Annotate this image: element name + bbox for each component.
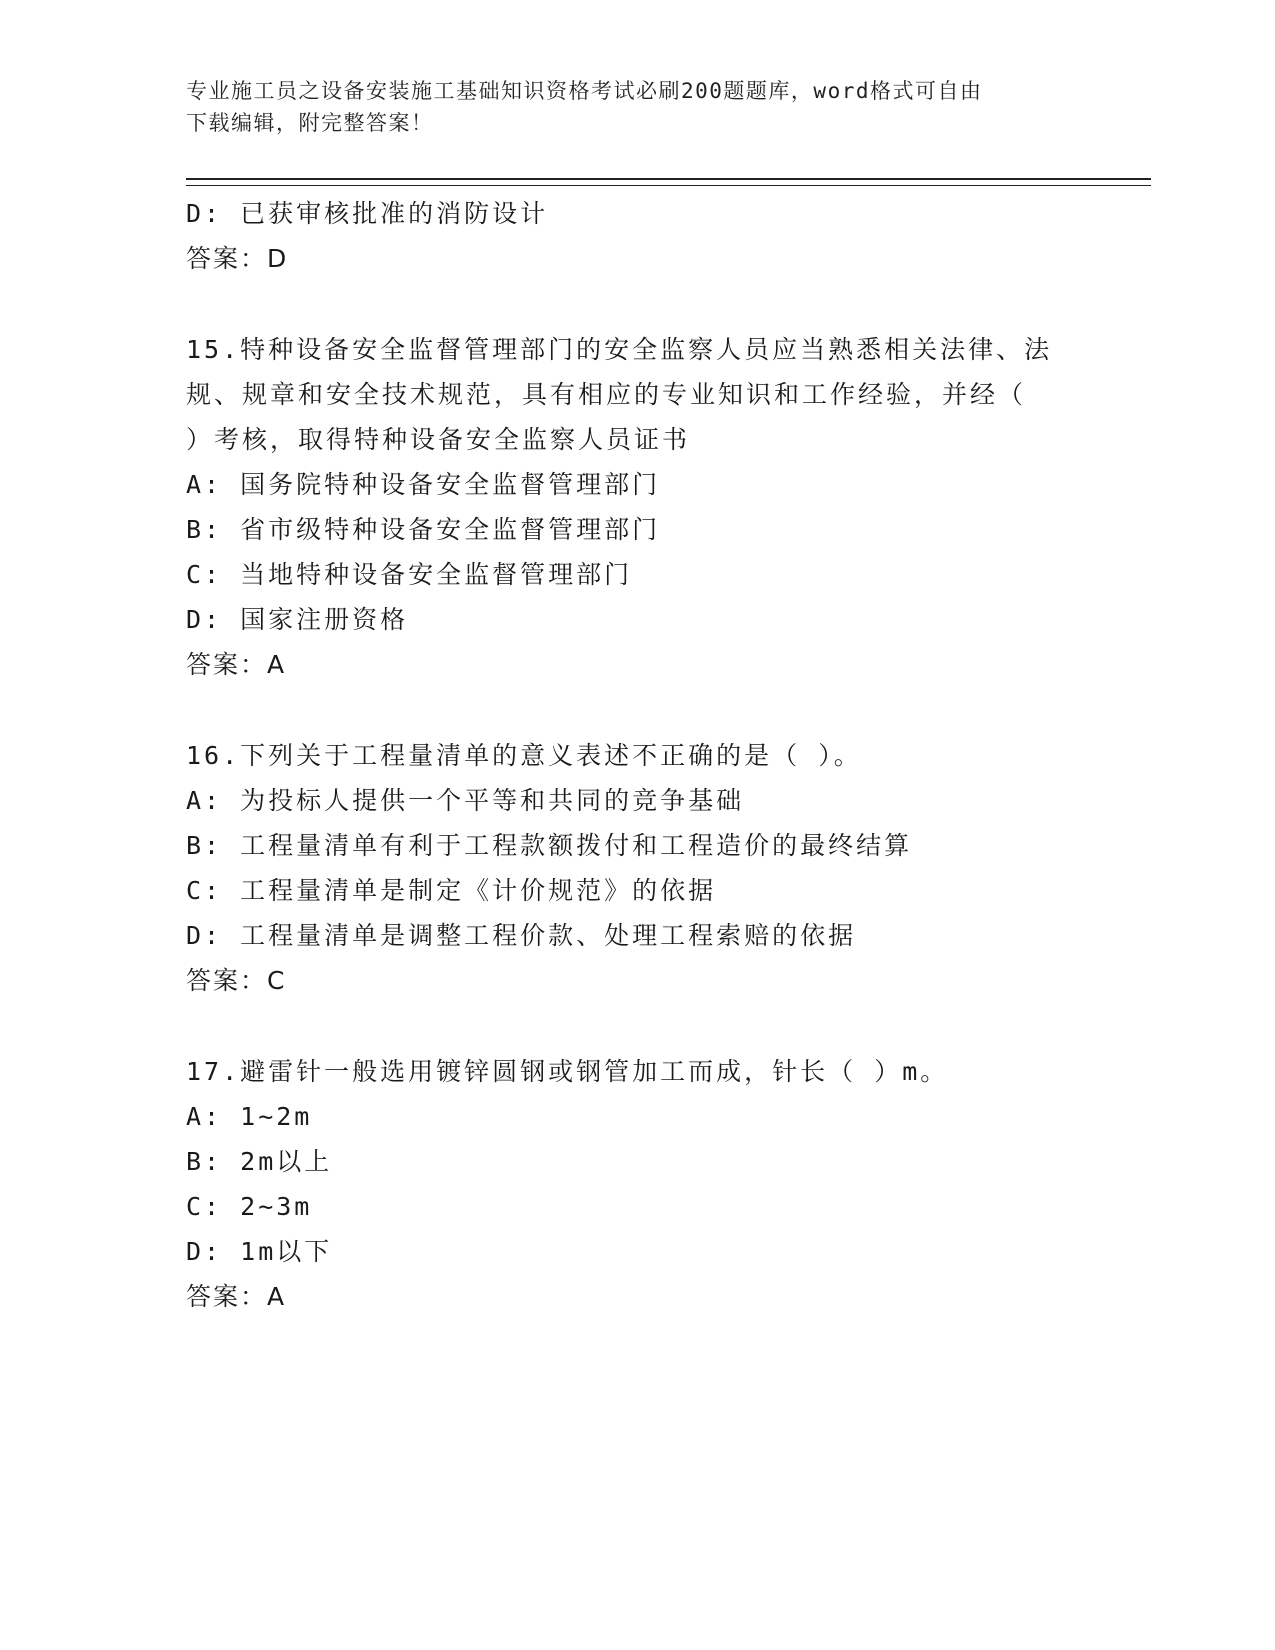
question-stem-line: ）考核，取得特种设备安全监察人员证书 [186,425,691,454]
spacer [186,687,1136,733]
question-stem-line: 规、规章和安全技术规范，具有相应的专业知识和工作经验，并经（ [186,380,1027,409]
question-16 [186,733,1136,1003]
option-b: B: 省市级特种设备安全监督管理部门 [186,515,661,544]
option-b: B: 2m以上 [186,1147,333,1176]
answer-line: 答案：C [186,966,287,995]
question-15 [186,327,1136,687]
option-c: C: 工程量清单是制定《计价规范》的依据 [186,876,717,905]
option-a: A: 1~2m [186,1102,313,1131]
option-c: C: 当地特种设备安全监督管理部门 [186,560,633,589]
question-content [186,191,1136,1319]
previous-question-tail [186,191,1136,281]
option-b: B: 工程量清单有利于工程款额拨付和工程造价的最终结算 [186,831,913,860]
question-stem-line: 15.特种设备安全监督管理部门的安全监察人员应当熟悉相关法律、法 [186,335,1053,364]
option-d: D: 1m以下 [186,1237,333,1266]
header-line-1: 专业施工员之设备安装施工基础知识资格考试必刷200题题库，word格式可自由 [186,79,983,103]
question-stem-line: 16.下列关于工程量清单的意义表述不正确的是（ ）。 [186,741,862,770]
option-d: D: 已获审核批准的消防设计 [186,199,549,228]
answer-line: 答案：D [186,244,289,273]
page-header [186,75,1066,139]
spacer [186,1003,1136,1049]
option-d: D: 国家注册资格 [186,605,409,634]
question-17 [186,1049,1136,1319]
spacer [186,281,1136,327]
option-d: D: 工程量清单是调整工程价款、处理工程索赔的依据 [186,921,857,950]
answer-line: 答案：A [186,1282,287,1311]
header-line-2: 下载编辑，附完整答案！ [186,111,434,135]
header-divider [186,178,1151,186]
option-a: A: 为投标人提供一个平等和共同的竞争基础 [186,786,745,815]
question-stem-line: 17.避雷针一般选用镀锌圆钢或钢管加工而成，针长（ ）m。 [186,1057,949,1086]
option-c: C: 2~3m [186,1192,313,1221]
answer-line: 答案：A [186,650,287,679]
option-a: A: 国务院特种设备安全监督管理部门 [186,470,661,499]
